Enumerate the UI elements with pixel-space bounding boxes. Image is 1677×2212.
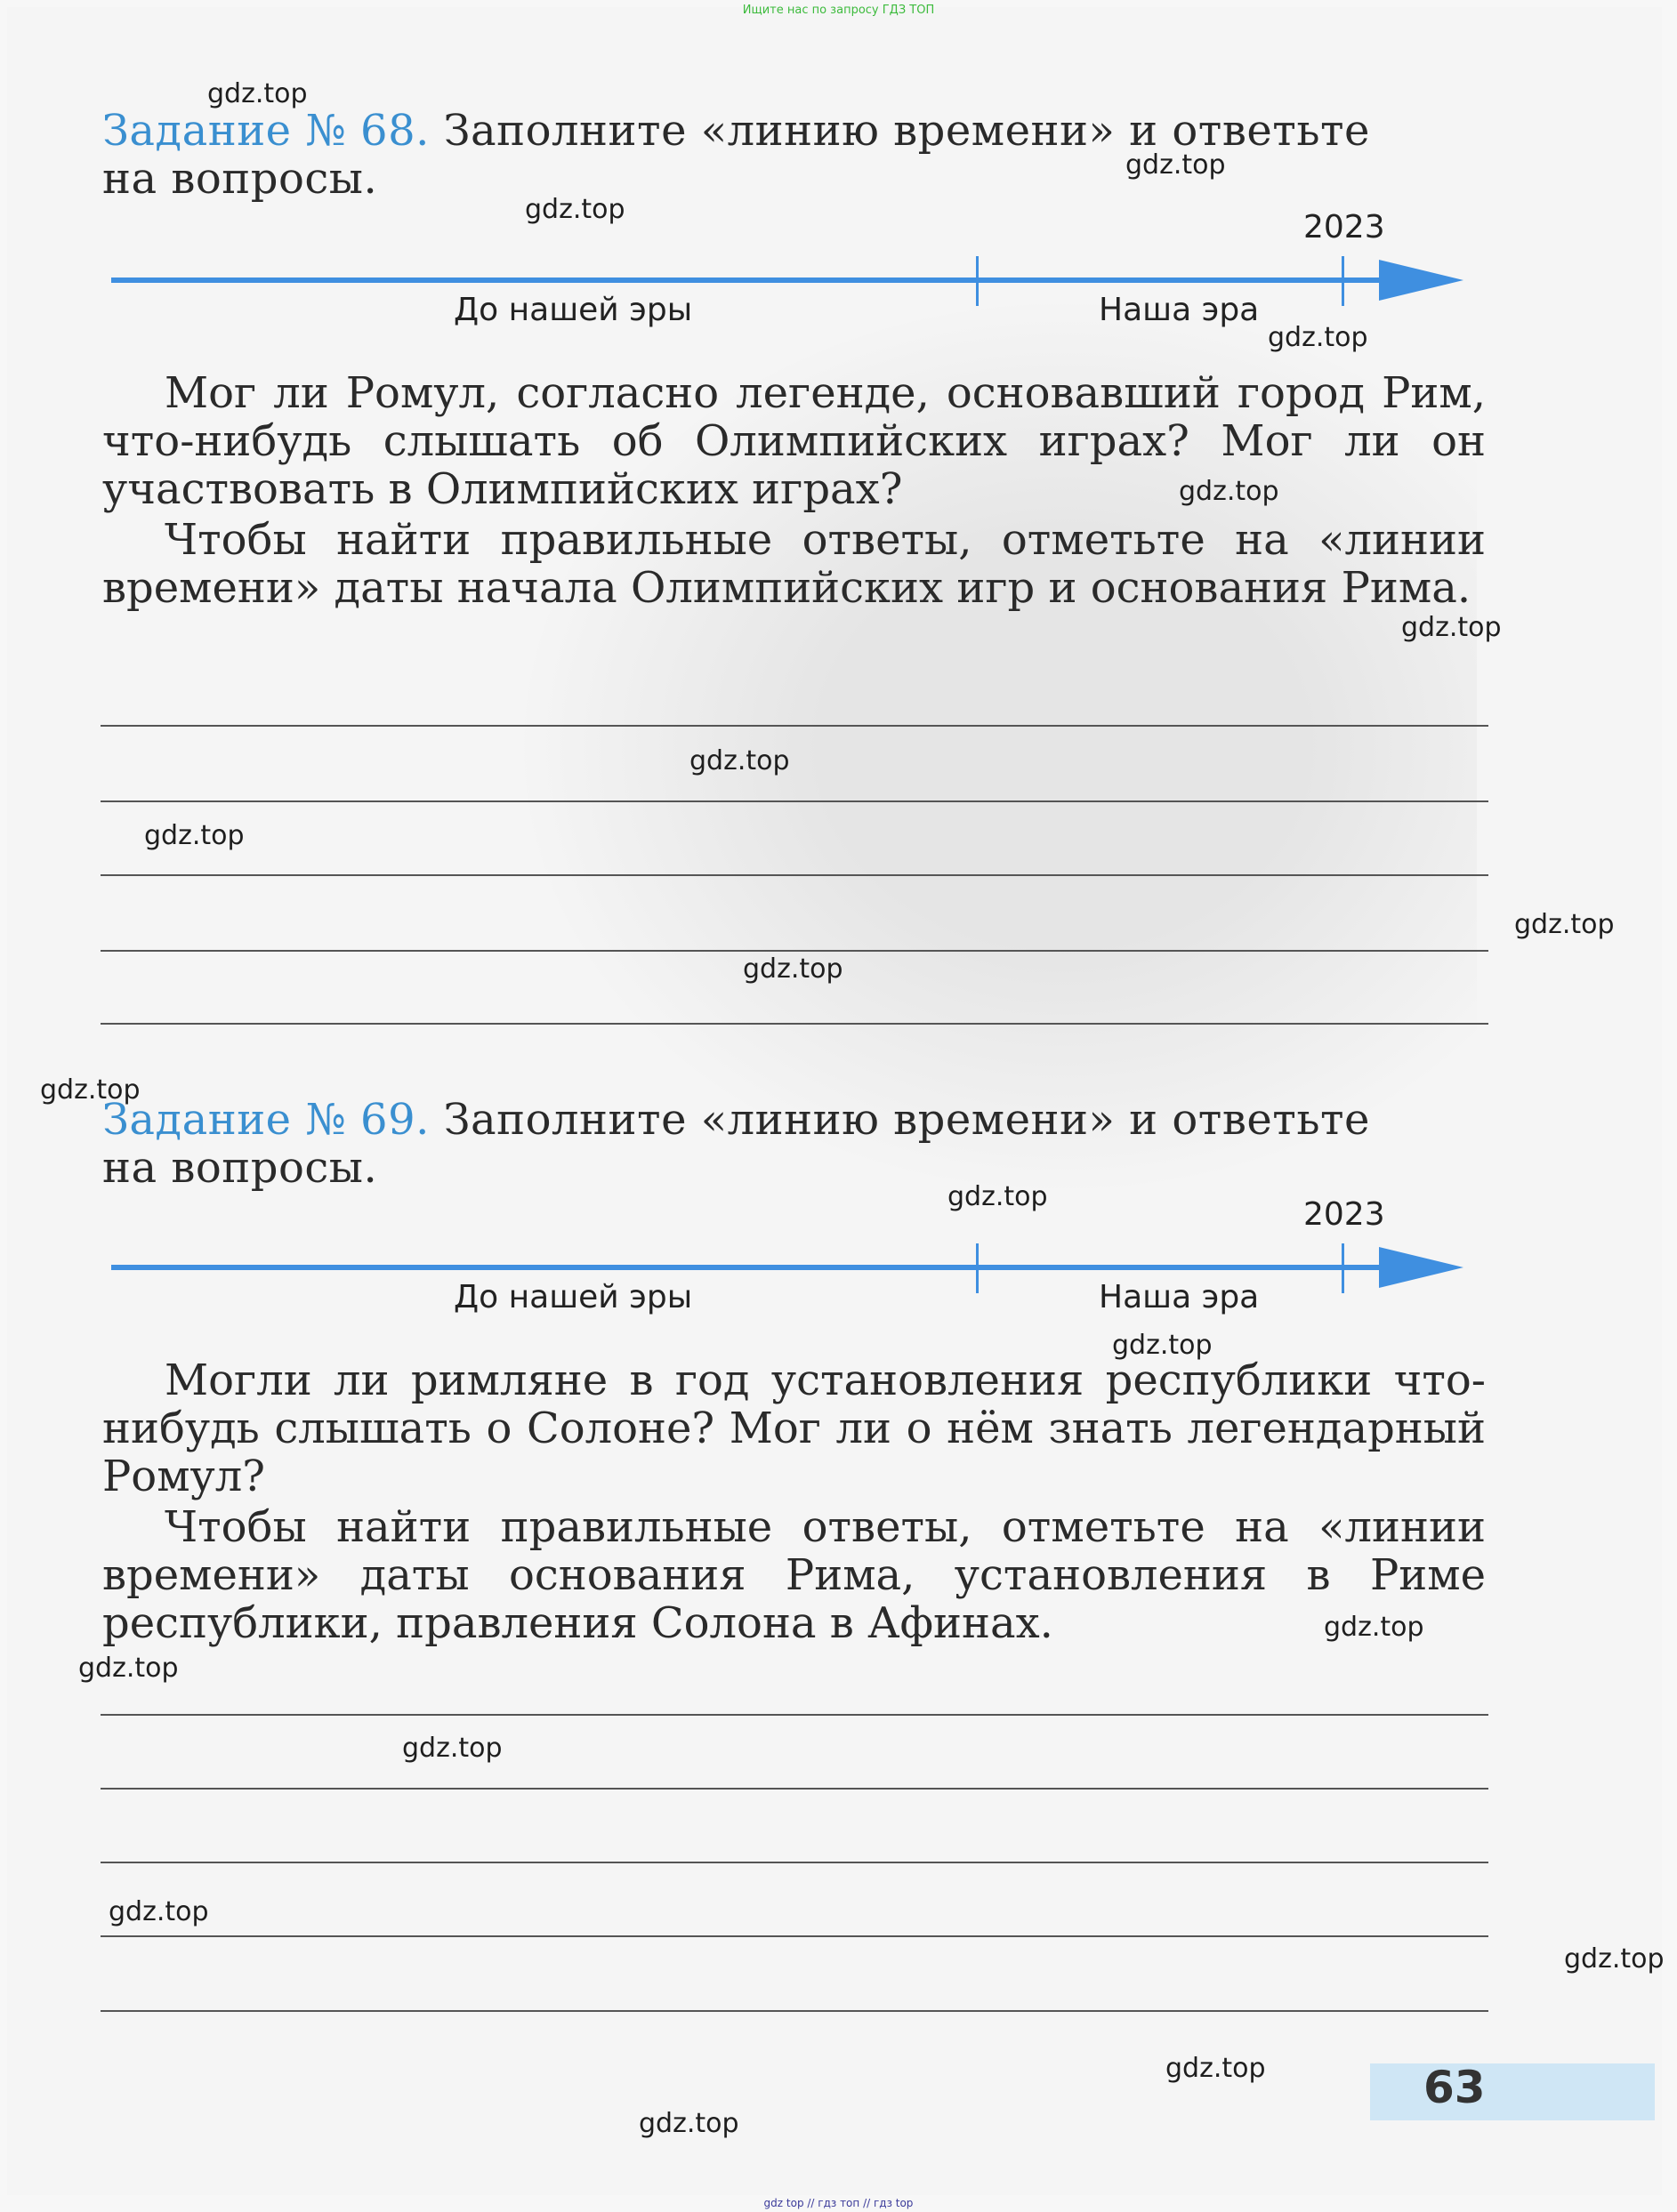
task-69-hint: Чтобы найти правильные ответы, отметьте на «линии времени» даты основания Рима, установления в Риме республики, правления Солона в Афинах. [102, 1502, 1486, 1648]
answer-line[interactable] [101, 1788, 1488, 1790]
watermark: gdz.top [402, 1733, 503, 1764]
timeline-year-tick [1342, 256, 1344, 306]
page-number: 63 [1423, 2062, 1486, 2113]
watermark: gdz.top [109, 1896, 209, 1927]
watermark: gdz.top [639, 2108, 739, 2139]
watermark: gdz.top [1401, 612, 1502, 643]
task-68-question: Мог ли Ромул, согласно легенде, основавший город Рим, что-нибудь слышать об Олимпийских играх? Мог ли он участвовать в Олимпийских играх? [102, 368, 1486, 514]
task-68-hint: Чтобы найти правильные ответы, отметьте на «линии времени» даты начала Олимпийских игр и основания Рима. [102, 515, 1486, 613]
timeline-era-tick [976, 1243, 979, 1293]
watermark: gdz.top [1112, 1330, 1213, 1361]
timeline-ad-label: Наша эра [1099, 292, 1260, 328]
timeline-ad-label: Наша эра [1099, 1279, 1260, 1315]
watermark: gdz.top [207, 78, 308, 109]
task-69-question: Могли ли римляне в год установления республики что-нибудь слышать о Солоне? Мог ли о нём знать легендарный Ромул? [102, 1355, 1486, 1501]
task-68-instruction: Заполните «линию времени» и ответьте [443, 106, 1370, 156]
watermark: gdz.top [689, 745, 790, 776]
watermark: gdz.top [525, 194, 625, 225]
header-banner[interactable]: Ищите нас по запросу ГДЗ ТОП [742, 4, 935, 17]
timeline-axis [111, 278, 1383, 283]
timeline-bc-label: До нашей эры [454, 1279, 693, 1315]
timeline-bc-label: До нашей эры [454, 292, 693, 328]
timeline-arrow-icon [1379, 1247, 1463, 1288]
watermark: gdz.top [1179, 476, 1279, 507]
timeline-year-label: 2023 [1303, 1196, 1385, 1233]
answer-line[interactable] [101, 800, 1488, 802]
watermark: gdz.top [144, 820, 245, 851]
timeline-era-tick [976, 256, 979, 306]
watermark: gdz.top [743, 953, 843, 985]
task-69-instruction: Заполните «линию времени» и ответьте [443, 1095, 1370, 1145]
watermark: gdz.top [1324, 1612, 1424, 1643]
timeline-year-label: 2023 [1303, 209, 1385, 245]
timeline-year-tick [1342, 1243, 1344, 1293]
answer-line[interactable] [101, 1023, 1488, 1025]
answer-line[interactable] [101, 2010, 1488, 2012]
watermark: gdz.top [78, 1653, 179, 1684]
timeline-axis [111, 1265, 1383, 1270]
answer-line[interactable] [101, 1714, 1488, 1716]
answer-line[interactable] [101, 725, 1488, 727]
watermark: gdz.top [1514, 909, 1615, 940]
answer-line[interactable] [101, 1862, 1488, 1863]
page-number-box [1370, 2063, 1655, 2120]
footer-banner[interactable]: gdz top // гдз топ // гдз top [763, 2197, 914, 2209]
timeline-arrow-icon [1379, 260, 1463, 301]
watermark: gdz.top [40, 1074, 141, 1106]
answer-line[interactable] [101, 1935, 1488, 1937]
watermark: gdz.top [1165, 2053, 1266, 2084]
watermark: gdz.top [947, 1181, 1048, 1212]
answer-line[interactable] [101, 950, 1488, 952]
task-68-heading [102, 107, 1486, 203]
task-68-instruction-line2: на вопросы. [102, 154, 378, 204]
task-69-instruction-line2: на вопросы. [102, 1143, 378, 1193]
watermark: gdz.top [1564, 1943, 1665, 1975]
task-69-heading [102, 1096, 1486, 1192]
watermark: gdz.top [1268, 322, 1368, 353]
task-69-title: Задание № 69. [102, 1095, 430, 1145]
watermark: gdz.top [1125, 149, 1226, 181]
task-68-title: Задание № 68. [102, 106, 430, 156]
answer-line[interactable] [101, 874, 1488, 876]
